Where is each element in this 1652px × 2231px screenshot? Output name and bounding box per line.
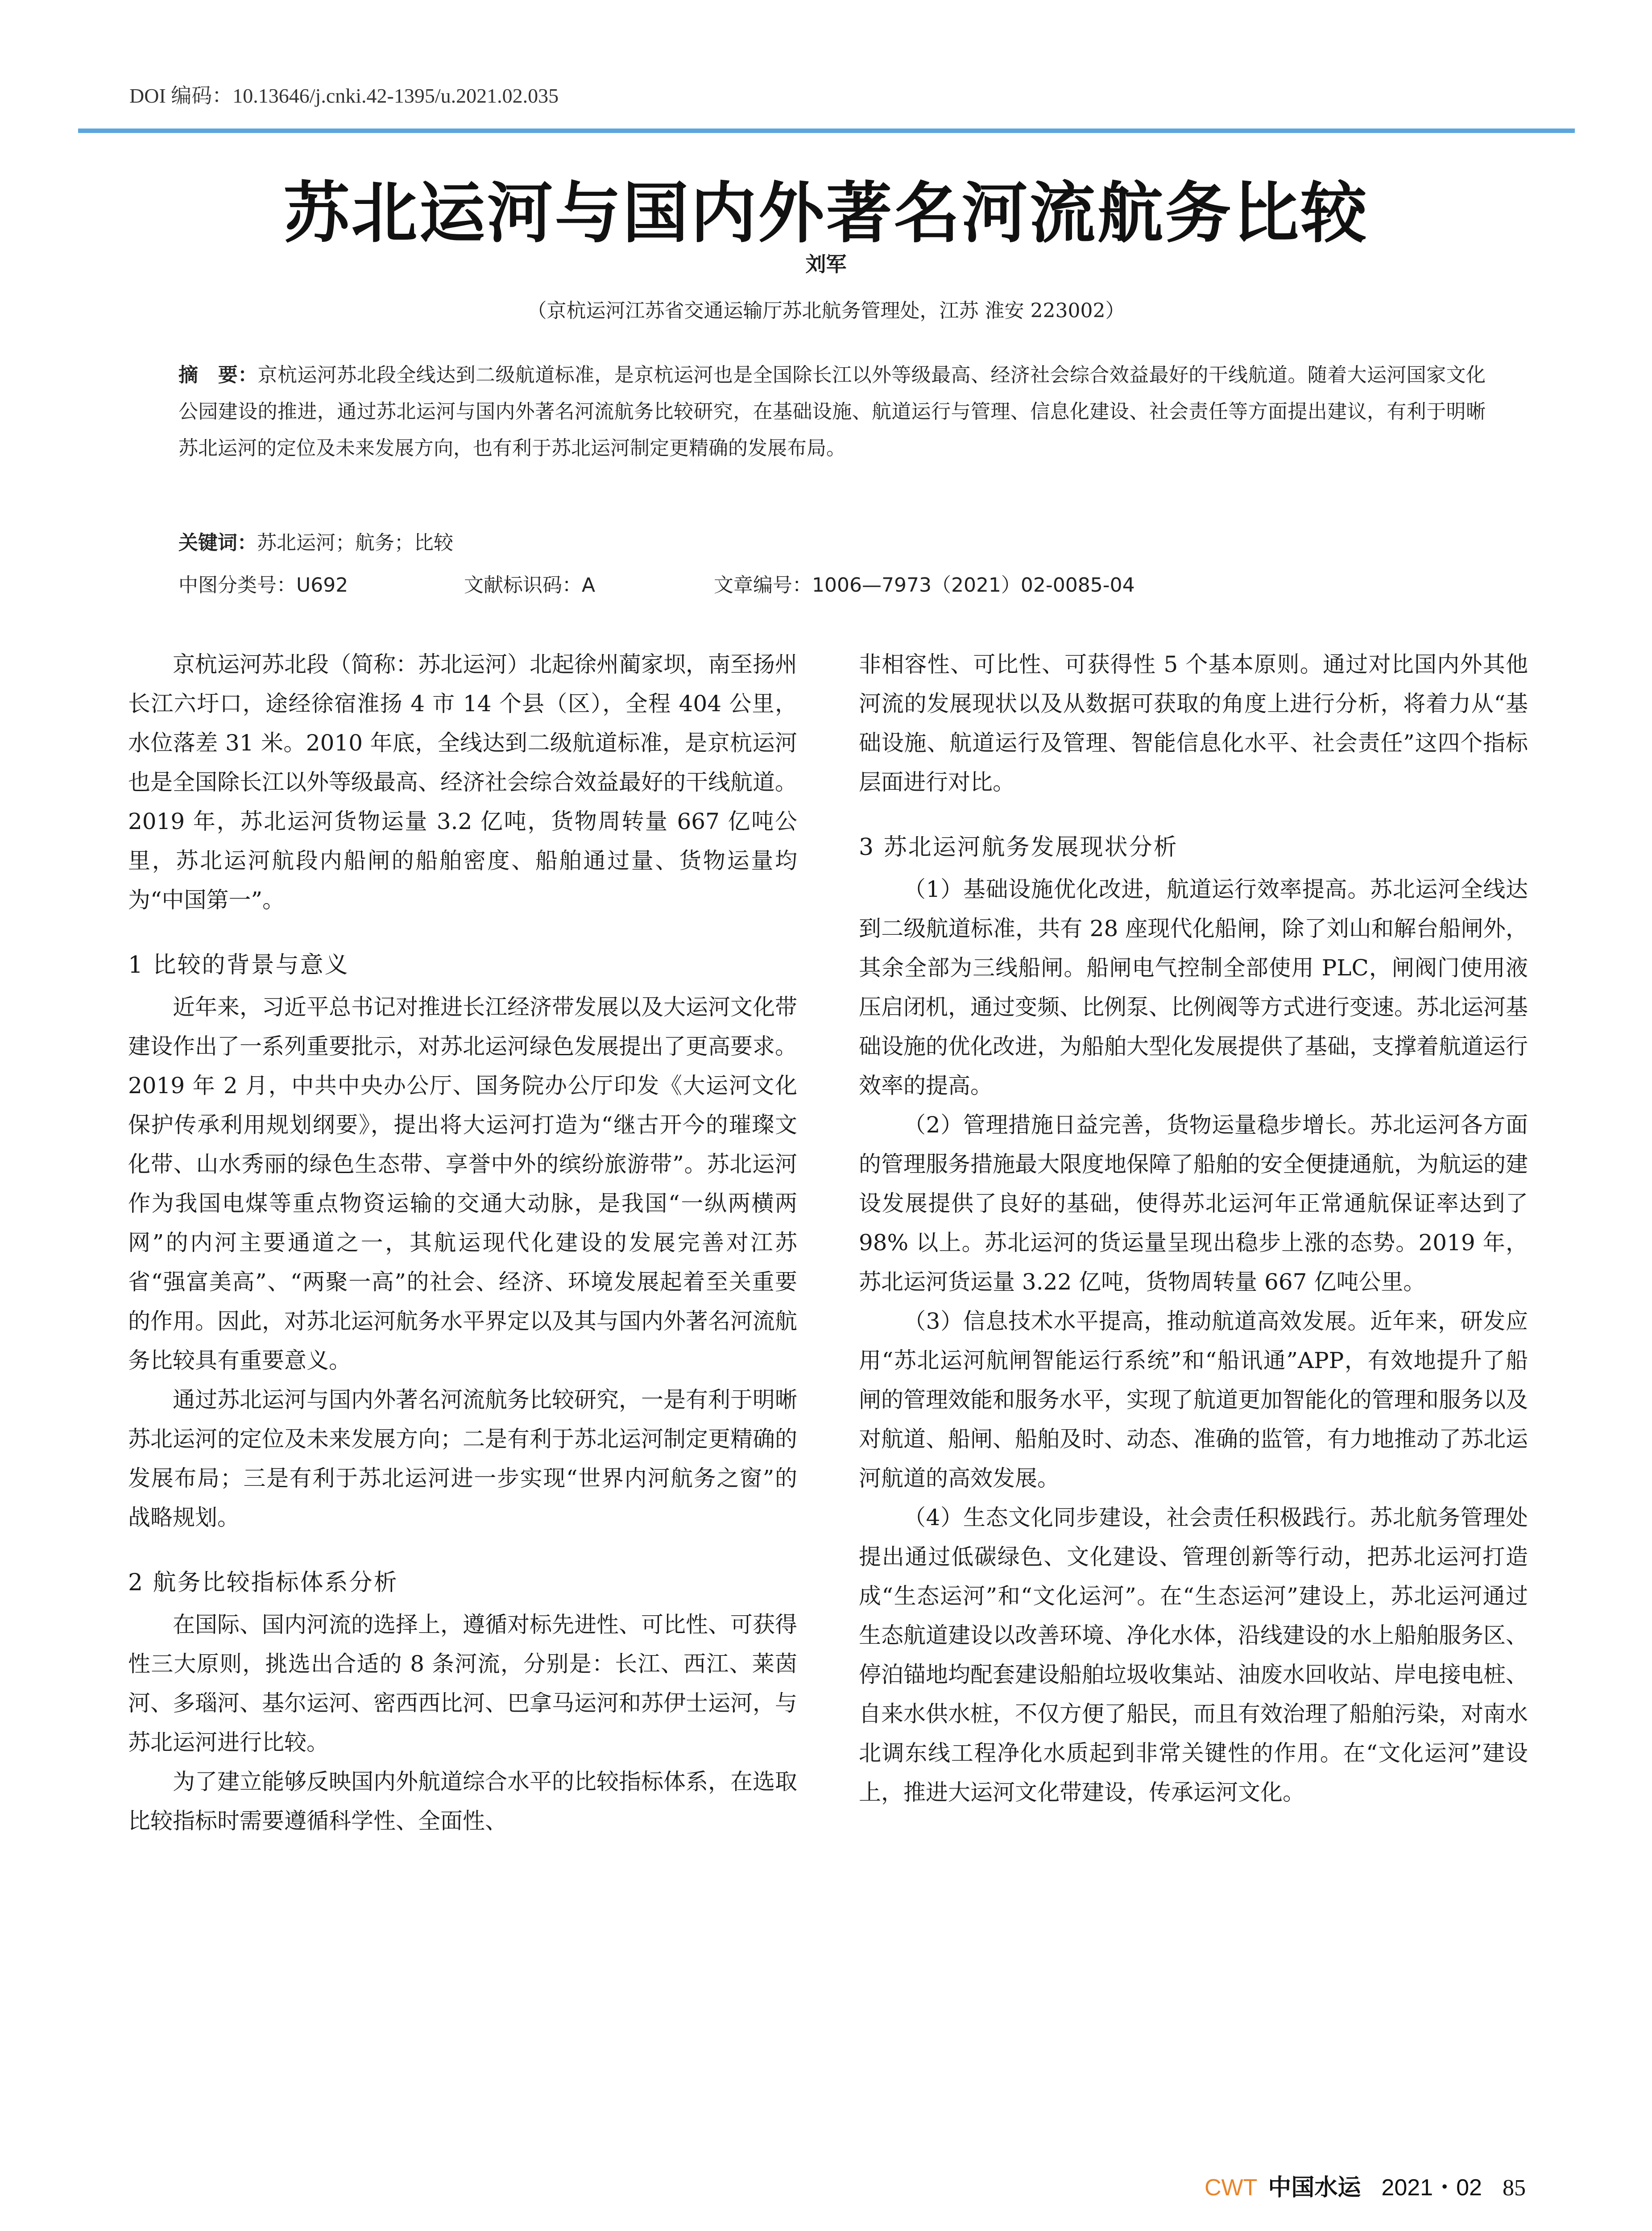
clc-number: 中图分类号：U692 [178, 574, 348, 597]
paragraph-2b: 为了建立能够反映国内外航道综合水平的比较指标体系，在选取比较指标时需要遵循科学性、全面性、 [128, 1769, 797, 1834]
section-heading-2: 2 航务比较指标体系分析 [128, 1569, 398, 1596]
abstract-label: 摘 要： [178, 364, 258, 386]
left-column [128, 645, 797, 1841]
paragraph-3d: （4）生态文化同步建设，社会责任积极践行。苏北航务管理处提出通过低碳绿色、文化建设、管理创新等行动，把苏北运河打造成“生态运河”和“文化运河”。在“生态运河”建设上，苏北运河通过生态航道建设以改善环境、净化水体，沿线建设的水上船舶服务区、停泊锚地均配套建设船舶垃圾收集站、油废水回收站、岸电接电桩、自来水供水桩，不仅方便了船民，而且有效治理了船舶污染，对南水北调东线工程净化水质起到非常关键性的作用。在“文化运河”建设上，推进大运河文化带建设，传承运河文化。 [859, 1505, 1528, 1805]
page-footer [1205, 2169, 1526, 2202]
keywords-text: 苏北运河；航务；比较 [257, 531, 453, 554]
header-rule [78, 129, 1575, 133]
keywords-line [178, 527, 453, 555]
paragraph-3b: （2）管理措施日益完善，货物运量稳步增长。苏北运河各方面的管理服务措施最大限度地保障了船舶的安全便捷通航，为航运的建设发展提供了良好的基础，使得苏北运河年正常通航保证率达到了 98% 以上。苏北运河的货运量呈现出稳步上涨的态势。2019 年，苏北运河货运量 3.22 亿吨，货物周转量 667 亿吨公里。 [859, 1112, 1528, 1295]
section-heading-1: 1 比较的背景与意义 [128, 952, 349, 979]
abstract-text: 京杭运河苏北段全线达到二级航道标准，是京杭运河也是全国除长江以外等级最高、经济社会综合效益最好的干线航道。随着大运河国家文化公园建设的推进，通过苏北运河与国内外著名河流航务比较研究，在基础设施、航道运行与管理、信息化建设、社会责任等方面提出建议，有利于明晰苏北运河的定位及未来发展方向，也有利于苏北运河制定更精确的发展布局。 [178, 364, 1486, 460]
author-name: 刘军 [805, 252, 847, 276]
paragraph-2a: 在国际、国内河流的选择上，遵循对标先进性、可比性、可获得性三大原则，挑选出合适的 8 条河流，分别是：长江、西江、莱茵河、多瑙河、基尔运河、密西西比河、巴拿马运河和苏伊士运河，与苏北运河进行比较。 [128, 1612, 797, 1755]
abstract-block [178, 357, 1486, 467]
paragraph-1a: 近年来，习近平总书记对推进长江经济带发展以及大运河文化带建设作出了一系列重要批示，对苏北运河绿色发展提出了更高要求。2019 年 2 月，中共中央办公厅、国务院办公厅印发《大运河文化保护传承利用规划纲要》，提出将大运河打造为“继古开今的璀璨文化带、山水秀丽的绿色生态带、享誉中外的缤纷旅游带”。苏北运河作为我国电煤等重点物资运输的交通大动脉，是我国“一纵两横两网”的内河主要通道之一，其航运现代化建设的发展完善对江苏省“强富美高”、“两聚一高”的社会、经济、环境发展起着至关重要的作用。因此，对苏北运河航务水平界定以及其与国内外著名河流航务比较具有重要意义。 [128, 994, 797, 1373]
cwt-logo: CWT [1205, 2175, 1258, 2201]
paragraph-2c: 非相容性、可比性、可获得性 5 个基本原则。通过对比国内外其他河流的发展现状以及从数据可获取的角度上进行分析，将着力从“基础设施、航道运行及管理、智能信息化水平、社会责任”这四个指标层面进行对比。 [859, 651, 1528, 795]
keywords-label: 关键词： [178, 531, 257, 554]
page-number: 85 [1502, 2175, 1526, 2201]
article-title: 苏北运河与国内外著名河流航务比较 [283, 174, 1369, 252]
section-heading-3: 3 苏北运河航务发展现状分析 [859, 834, 1178, 861]
paragraph-3a: （1）基础设施优化改进，航道运行效率提高。苏北运河全线达到二级航道标准，共有 28 座现代化船闸，除了刘山和解台船闸外，其余全部为三线船闸。船闸电气控制全部使用 PLC，闸阀门使用液压启闭机，通过变频、比例泵、比例阀等方式进行变速。苏北运河基础设施的优化改进，为船舶大型化发展提供了基础，支撑着航道运行效率的提高。 [859, 876, 1528, 1099]
journal-name: 中国水运 [1268, 2174, 1361, 2201]
doi-line: DOI 编码：10.13646/j.cnki.42-1395/u.2021.02.035 [129, 84, 559, 107]
affiliation: （京杭运河江苏省交通运输厅苏北航务管理处，江苏 淮安 223002） [527, 299, 1125, 322]
document-code: 文献标识码：A [464, 574, 596, 597]
paragraph-3c: （3）信息技术水平提高，推动航道高效发展。近年来，研发应用“苏北运河航闸智能运行系统”和“船讯通”APP，有效地提升了船闸的管理效能和服务水平，实现了航道更加智能化的管理和服务以及对航道、船闸、船舶及时、动态、准确的监管，有力地推动了苏北运河航道的高效发展。 [859, 1308, 1528, 1491]
issue-date: 2021・02 [1381, 2175, 1482, 2201]
right-column [859, 645, 1528, 1812]
paragraph-intro: 京杭运河苏北段（简称：苏北运河）北起徐州蔺家坝，南至扬州长江六圩口，途经徐宿淮扬 4 市 14 个县（区），全程 404 公里，水位落差 31 米。2010 年底，全线达到二级航道标准，是京杭运河也是全国除长江以外等级最高、经济社会综合效益最好的干线航道。2019 年，苏北运河货物运量 3.2 亿吨，货物周转量 667 亿吨公里，苏北运河航段内船闸的船舶密度、船舶通过量、货物运量均为“中国第一”。 [128, 651, 797, 913]
article-number: 文章编号：1006—7973（2021）02-0085-04 [714, 574, 1135, 597]
paragraph-1b: 通过苏北运河与国内外著名河流航务比较研究，一是有利于明晰苏北运河的定位及未来发展方向；二是有利于苏北运河制定更精确的发展布局；三是有利于苏北运河进一步实现“世界内河航务之窗”的战略规划。 [128, 1387, 797, 1530]
